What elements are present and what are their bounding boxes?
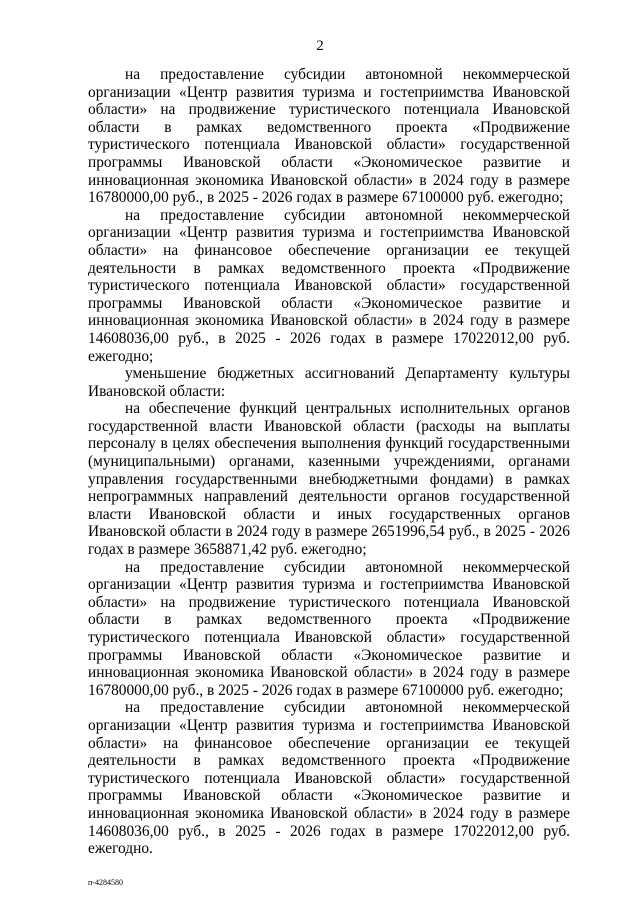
paragraph-subsidy-operations-2: на предоставление субсидии автономной некоммерческой организации «Центр развития туризма и гостеприимства Ивановской области» на финансовое обеспечение организации ее текущей деятельности в рамках ведомственного проекта «Продвижение туристического потенциала Ивановской области» государственной программы Ивановской области «Экономическое развитие и инновационная экономика Ивановской области» в 2024 году в размере 14608036,00 руб., в 2025 - 2026 годах в размере 17022012,00 руб. ежегодно. [88,699,570,858]
document-body [88,66,570,858]
paragraph-subsidy-operations: на предоставление субсидии автономной некоммерческой организации «Центр развития туризма и гостеприимства Ивановской области» на финансовое обеспечение организации ее текущей деятельности в рамках ведомственного проекта «Продвижение туристического потенциала Ивановской области» государственной программы Ивановской области «Экономическое развитие и инновационная экономика Ивановской области» в 2024 году в размере 14608036,00 руб., в 2025 - 2026 годах в размере 17022012,00 руб. ежегодно; [88,206,570,365]
paragraph-central-functions: на обеспечение функций центральных исполнительных органов государственной власти Ивановской области (расходы на выплаты персоналу в целях обеспечения выполнения функций государственными (муниципальными) органами, казенными учреждениями, органами управления государственными внебюджетными фондами) в рамках непрограммных направлений деятельности органов государственной власти Ивановской области и иных государственных органов Ивановской области в 2024 году в размере 2651996,54 руб., в 2025 - 2026 годах в размере 3658871,42 руб. ежегодно; [88,400,570,559]
paragraph-reduction-culture: уменьшение бюджетных ассигнований Департаменту культуры Ивановской области: [88,365,570,400]
document-code: п-4284580 [88,878,123,887]
page-number: 2 [316,38,324,54]
paragraph-subsidy-promotion-2: на предоставление субсидии автономной некоммерческой организации «Центр развития туризма и гостеприимства Ивановской области» на продвижение туристического потенциала Ивановской области в рамках ведомственного проекта «Продвижение туристического потенциала Ивановской области» государственной программы Ивановской области «Экономическое развитие и инновационная экономика Ивановской области» в 2024 году в размере 16780000,00 руб., в 2025 - 2026 годах в размере 67100000 руб. ежегодно; [88,558,570,699]
paragraph-subsidy-promotion: на предоставление субсидии автономной некоммерческой организации «Центр развития туризма и гостеприимства Ивановской области» на продвижение туристического потенциала Ивановской области в рамках ведомственного проекта «Продвижение туристического потенциала Ивановской области» государственной программы Ивановской области «Экономическое развитие и инновационная экономика Ивановской области» в 2024 году в размере 16780000,00 руб., в 2025 - 2026 годах в размере 67100000 руб. ежегодно; [88,66,570,207]
